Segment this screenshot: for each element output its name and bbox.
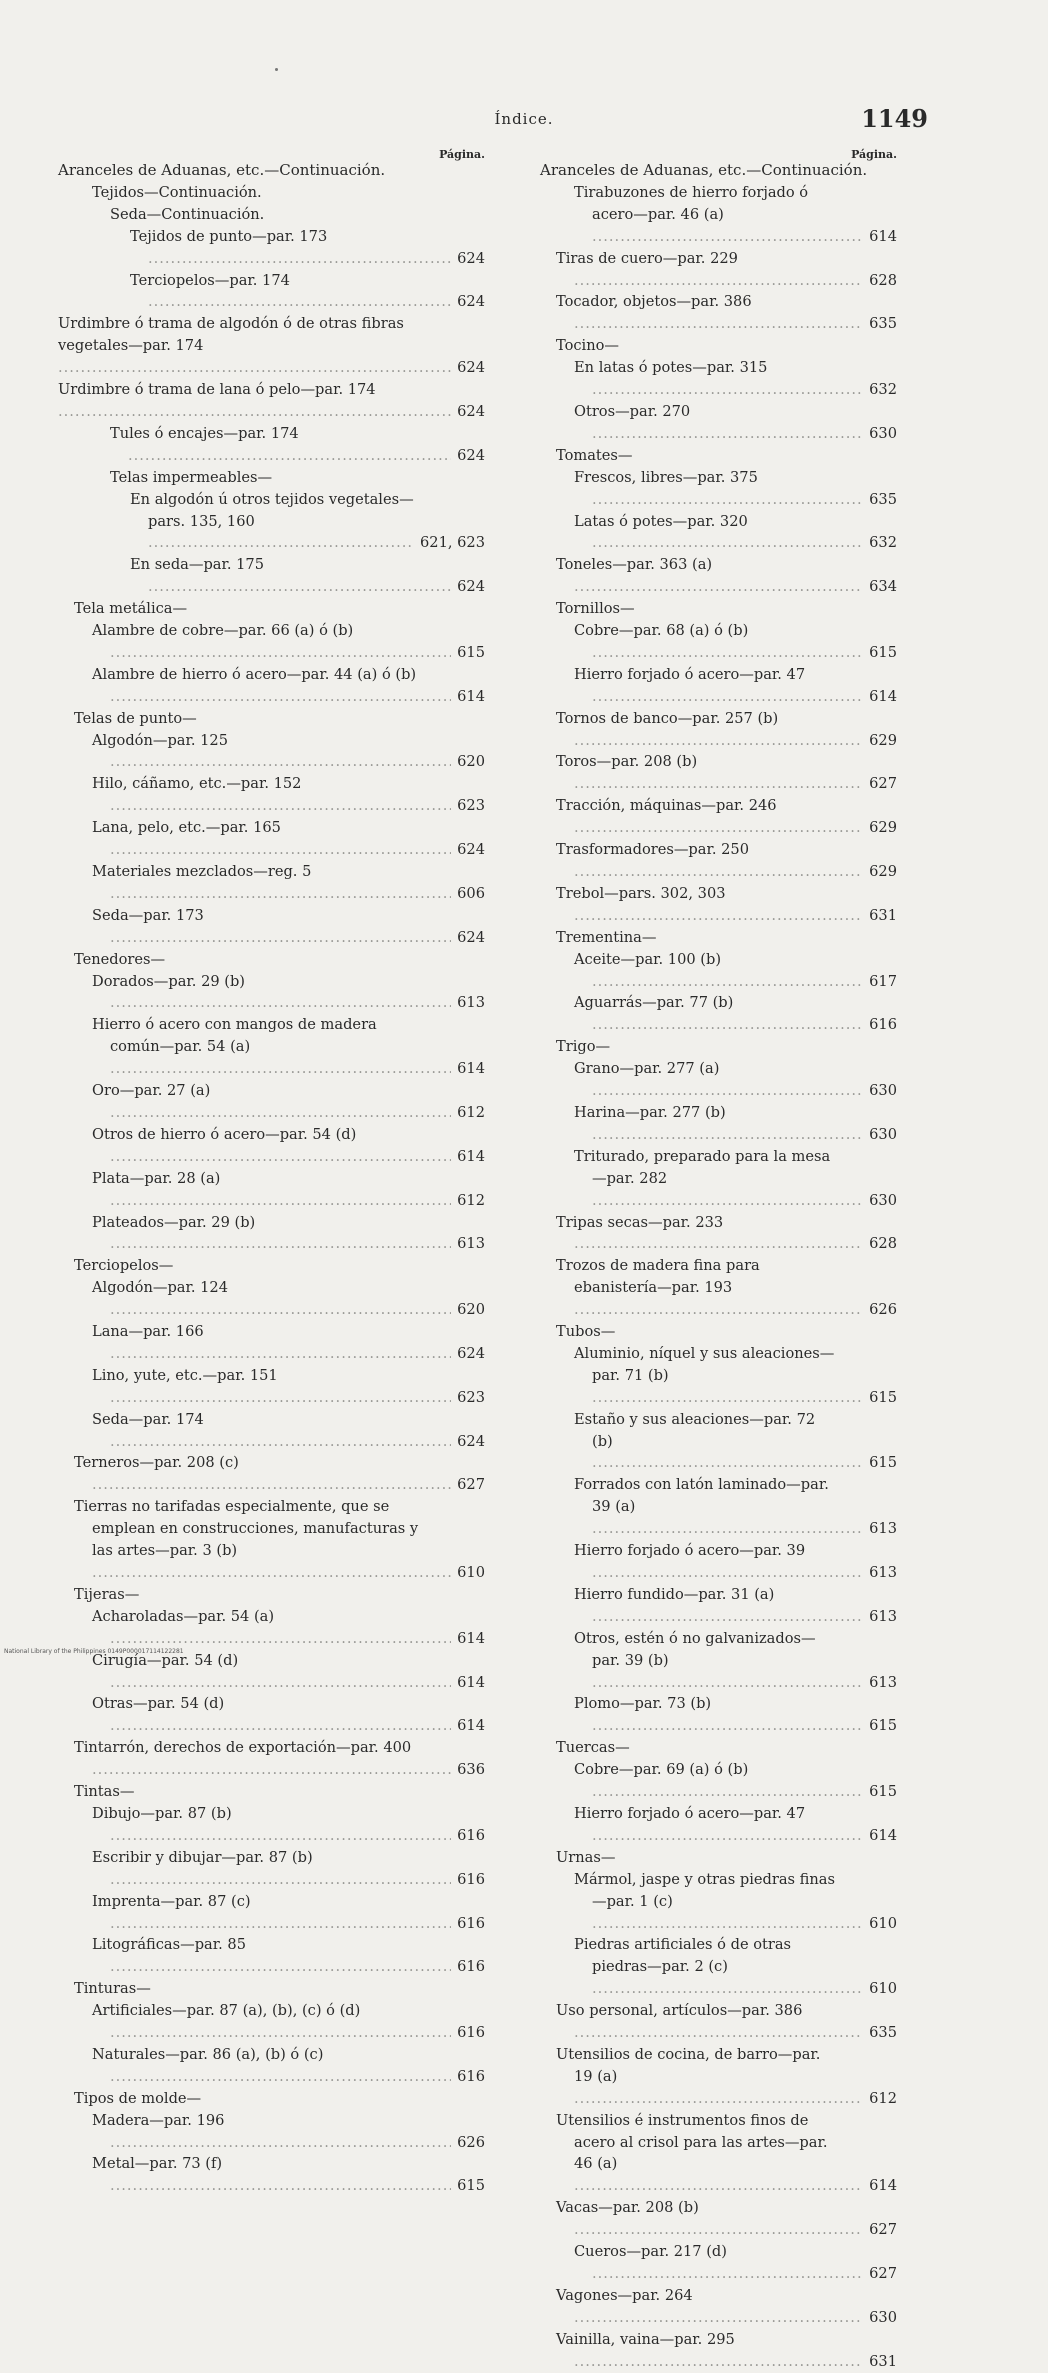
entry-text: Materiales mezclados—reg. 5 ..... [58,861,485,905]
entry-text: Tomates— [556,446,633,464]
entry-text: Toneles—par. 363 (a) ..... [540,554,897,598]
entry-text: Tuercas— [556,1739,630,1757]
entry-text: Madera—par. 196 ..... [58,2110,485,2154]
index-entry [58,270,485,314]
entry-page-number: 630 [863,1124,897,1146]
entry-text: Tocino— [556,337,620,355]
entry-page-number: 612 [863,2088,897,2110]
index-entry [58,1452,485,1496]
entry-text: Aluminio, níquel y sus aleaciones—par. 71 (b) ..... [540,1343,897,1409]
entry-page-number: 620 [451,751,485,773]
index-heading [58,708,485,730]
index-heading [540,445,897,467]
entry-page-number: 616 [451,2022,485,2044]
index-entry [540,2000,897,2044]
entry-text: Frescos, libres—par. 375 ..... [540,467,897,511]
index-column-left [58,150,485,2197]
index-entry [58,313,485,379]
entry-text: Tornillos— [556,600,635,618]
index-entry [540,1058,897,1102]
page-header [0,104,1048,144]
entry-page-number: 615 [863,642,897,664]
index-entry [58,1847,485,1891]
index-column-right [540,150,897,2373]
entry-page-number: 627 [863,2263,897,2285]
entry-page-number: 624 [451,357,485,379]
entry-text: Vacas—par. 208 (b) ..... [540,2197,897,2241]
entry-text: En seda—par. 175 ..... [58,554,485,598]
entry-page-number: 610 [863,1978,897,2000]
entry-page-number: 627 [451,1474,485,1496]
index-entry [58,1650,485,1694]
index-heading [58,204,485,226]
index-entry [540,1934,897,2000]
entry-text: Cirugía—par. 54 (d) ..... [58,1650,485,1694]
index-entry [58,2044,485,2088]
entry-text: Uso personal, artículos—par. 386 ..... [540,2000,897,2044]
entry-text: Artificiales—par. 87 (a), (b), (c) ó (d) ..... [58,2000,485,2044]
entry-text: Telas impermeables— [110,468,273,486]
index-entry [58,1321,485,1365]
entry-page-number: 629 [863,861,897,883]
index-entry [540,795,897,839]
index-entry [540,1693,897,1737]
entry-page-number: 624 [451,445,485,467]
entry-page-number: 630 [863,1080,897,1102]
entry-page-number: 615 [863,1715,897,1737]
entry-text: Trasformadores—par. 250 ..... [540,839,897,883]
index-entry [58,1496,485,1584]
index-entry [58,423,485,467]
index-heading [58,949,485,971]
index-heading [58,598,485,620]
entry-text: Otros de hierro ó acero—par. 54 (d) ..... [58,1124,485,1168]
entry-page-number: 624 [451,401,485,423]
entry-page-number: 636 [451,1759,485,1781]
entry-text: Tintarrón, derechos de exportación—par. 400 ..... [58,1737,485,1781]
index-entry [540,182,897,248]
entry-text: Imprenta—par. 87 (c) ..... [58,1891,485,1935]
entry-text: Latas ó potes—par. 320 ..... [540,511,897,555]
entry-text: Tripas secas—par. 233 ..... [540,1212,897,1256]
entry-text: Terciopelos—par. 174 ..... [58,270,485,314]
entry-page-number: 614 [451,1146,485,1168]
index-entry [58,1803,485,1847]
entry-text: Tipos de molde— [74,2089,202,2107]
index-entry [58,2153,485,2197]
source-note: National Library of the Philippines 0149P000017114122281 [4,1648,184,1655]
entry-page-number: 617 [863,971,897,993]
entry-page-number: 615 [863,1452,897,1474]
entry-list [540,182,897,2373]
index-entry [540,949,897,993]
index-entry [540,511,897,555]
index-entry [540,401,897,445]
index-entry [58,554,485,598]
index-entry [58,226,485,270]
entry-page-number: 624 [451,1431,485,1453]
entry-page-number: 615 [863,1781,897,1803]
index-entry [540,248,897,292]
entry-text: Plata—par. 28 (a) ..... [58,1168,485,1212]
index-entry [540,1212,897,1256]
index-entry [540,664,897,708]
entry-page-number: 626 [863,1299,897,1321]
entry-page-number: 616 [451,1913,485,1935]
entry-text: Toros—par. 208 (b) ..... [540,751,897,795]
entry-page-number: 630 [863,423,897,445]
index-heading [540,335,897,357]
index-entry [540,554,897,598]
index-entry [540,1255,897,1321]
index-entry [540,1584,897,1628]
entry-text: En algodón ú otros tejidos vegetales—pars. 135, 160 ..... [58,489,485,555]
entry-page-number: 635 [863,2022,897,2044]
entry-page-number: 623 [451,1387,485,1409]
index-heading [540,927,897,949]
index-entry [540,1803,897,1847]
entry-text: Seda—Continuación. [110,205,265,223]
index-entry [58,620,485,664]
entry-page-number: 614 [863,1825,897,1847]
entry-text: Tijeras— [74,1585,140,1603]
entry-page-number: 632 [863,532,897,554]
index-entry [540,1474,897,1540]
entry-text: Tocador, objetos—par. 386 ..... [540,291,897,335]
entry-page-number: 614 [863,686,897,708]
entry-text: Utensilios de cocina, de barro—par. 19 (a) ..... [540,2044,897,2110]
index-heading [58,1584,485,1606]
entry-text: Triturado, preparado para la mesa—par. 282 ..... [540,1146,897,1212]
entry-text: Aceite—par. 100 (b) ..... [540,949,897,993]
index-heading [58,182,485,204]
entry-page-number: 613 [863,1672,897,1694]
entry-text: Dorados—par. 29 (b) ..... [58,971,485,1015]
index-entry [58,905,485,949]
index-entry [58,489,485,555]
entry-page-number: 627 [863,2219,897,2241]
entry-text: Tubos— [556,1323,616,1341]
entry-page-number: 613 [451,1233,485,1255]
index-heading [540,1847,897,1869]
entry-text: Metal—par. 73 (f) ..... [58,2153,485,2197]
index-entry [540,751,897,795]
entry-text: Algodón—par. 125 ..... [58,730,485,774]
entry-page-number: 623 [451,795,485,817]
index-entry [58,2110,485,2154]
entry-page-number: 631 [863,2351,897,2373]
index-entry [540,1343,897,1409]
index-entry [58,1124,485,1168]
entry-text: Otros, estén ó no galvanizados—par. 39 (b) ..... [540,1628,897,1694]
index-heading [58,1781,485,1803]
index-entry [540,2241,897,2285]
index-entry [58,1737,485,1781]
entry-text: Tinturas— [74,1980,151,1998]
entry-text: En latas ó potes—par. 315 ..... [540,357,897,401]
entry-text: Seda—par. 174 ..... [58,1409,485,1453]
entry-page-number: 631 [863,905,897,927]
entry-text: Vainilla, vaina—par. 295 ..... [540,2329,897,2373]
entry-page-number: 624 [451,248,485,270]
entry-text: Alambre de cobre—par. 66 (a) ó (b) ..... [58,620,485,664]
index-entry [540,357,897,401]
entry-text: Hierro forjado ó acero—par. 47 ..... [540,1803,897,1847]
entry-text: Aguarrás—par. 77 (b) ..... [540,992,897,1036]
entry-text: Plomo—par. 73 (b) ..... [540,1693,897,1737]
entry-text: Telas de punto— [74,709,197,727]
entry-text: Tintas— [74,1783,135,1801]
entry-text: Harina—par. 277 (b) ..... [540,1102,897,1146]
index-entry [540,1759,897,1803]
entry-text: Escribir y dibujar—par. 87 (b) ..... [58,1847,485,1891]
entry-page-number: 616 [863,1014,897,1036]
entry-text: Utensilios é instrumentos finos de acero al crisol para las artes—par. 46 (a) ..... [540,2110,897,2198]
entry-page-number: 616 [451,1825,485,1847]
entry-page-number: 629 [863,817,897,839]
index-entry [540,992,897,1036]
entry-page-number: 614 [863,2175,897,2197]
entry-page-number: 624 [451,927,485,949]
index-heading [58,1255,485,1277]
pages-column-label: Página. [851,148,897,161]
index-entry [58,1606,485,1650]
entry-page-number: 635 [863,489,897,511]
entry-text: Trozos de madera fina para ebanistería—par. 193 ..... [540,1255,897,1321]
entry-text: Urdimbre ó trama de algodón ó de otras fibras vegetales—par. 174 ..... [58,313,485,379]
entry-text: Vagones—par. 264 ..... [540,2285,897,2329]
index-entry [58,1693,485,1737]
index-entry [58,1891,485,1935]
entry-text: Lana—par. 166 ..... [58,1321,485,1365]
entry-page-number: 620 [451,1299,485,1321]
entry-text: Hierro ó acero con mangos de madera común—par. 54 (a) ..... [58,1014,485,1080]
entry-text: Tejidos—Continuación. [92,183,262,201]
page-number: 1149 [861,104,928,133]
entry-text: Dibujo—par. 87 (b) ..... [58,1803,485,1847]
entry-text: Alambre de hierro ó acero—par. 44 (a) ó (b) ..... [58,664,485,708]
index-entry [58,773,485,817]
entry-text: Otras—par. 54 (d) ..... [58,1693,485,1737]
entry-text: Tiras de cuero—par. 229 ..... [540,248,897,292]
entry-page-number: 629 [863,730,897,752]
index-entry [540,839,897,883]
index-entry [540,1869,897,1935]
entry-page-number: 614 [451,1058,485,1080]
entry-page-number: 615 [451,642,485,664]
index-entry [540,708,897,752]
index-entry [58,1212,485,1256]
index-entry [58,1168,485,1212]
entry-text: Lino, yute, etc.—par. 151 ..... [58,1365,485,1409]
entry-text: Mármol, jaspe y otras piedras finas—par. 1 (c) ..... [540,1869,897,1935]
entry-page-number: 624 [451,291,485,313]
entry-text: Tornos de banco—par. 257 (b) ..... [540,708,897,752]
entry-page-number: 612 [451,1190,485,1212]
entry-page-number: 624 [451,839,485,861]
entry-text: Tierras no tarifadas especialmente, que se emplean en construcciones, manufacturas y las artes—par. 3 (b) ..... [58,1496,485,1584]
index-heading [58,1978,485,2000]
entry-text: Urdimbre ó trama de lana ó pelo—par. 174 ..... [58,379,485,423]
entry-page-number: 613 [863,1518,897,1540]
entry-text: Urnas— [556,1848,616,1866]
index-entry [58,1277,485,1321]
index-entry [540,291,897,335]
index-entry [58,730,485,774]
entry-page-number: 628 [863,270,897,292]
index-entry [58,817,485,861]
index-entry [540,1540,897,1584]
entry-list [58,182,485,2197]
entry-page-number: 624 [451,576,485,598]
entry-text: Grano—par. 277 (a) ..... [540,1058,897,1102]
continued-heading: Aranceles de Aduanas, etc.—Continuación. [540,161,868,179]
entry-page-number: 614 [451,1672,485,1694]
index-entry [540,2197,897,2241]
entry-text: Trebol—pars. 302, 303 ..... [540,883,897,927]
entry-page-number: 624 [451,1343,485,1365]
index-entry [58,1014,485,1080]
entry-page-number: 630 [863,1190,897,1212]
index-entry [540,620,897,664]
index-entry [58,1365,485,1409]
index-heading [540,598,897,620]
index-entry [540,1146,897,1212]
entry-text: Trigo— [556,1038,611,1056]
entry-text: Tracción, máquinas—par. 246 ..... [540,795,897,839]
entry-text: Tules ó encajes—par. 174 ..... [58,423,485,467]
index-entry [58,1409,485,1453]
index-entry [540,2285,897,2329]
index-entry [58,1080,485,1124]
running-title: Índice. [494,110,554,128]
index-entry [58,379,485,423]
pages-column-label: Página. [439,148,485,161]
entry-page-number: 610 [451,1562,485,1584]
entry-page-number: 614 [451,1715,485,1737]
print-speck [275,68,278,71]
entry-page-number: 627 [863,773,897,795]
index-heading [540,1737,897,1759]
entry-page-number: 613 [863,1606,897,1628]
entry-text: Hierro forjado ó acero—par. 39 ..... [540,1540,897,1584]
entry-page-number: 613 [451,992,485,1014]
entry-page-number: 615 [863,1387,897,1409]
entry-text: Tenedores— [74,950,166,968]
entry-page-number: 616 [451,2066,485,2088]
index-heading [58,2088,485,2110]
entry-page-number: 616 [451,1869,485,1891]
index-entry [58,2000,485,2044]
entry-page-number: 614 [451,1628,485,1650]
entry-text: Naturales—par. 86 (a), (b) ó (c) ..... [58,2044,485,2088]
entry-text: Acharoladas—par. 54 (a) ..... [58,1606,485,1650]
entry-text: Seda—par. 173 ..... [58,905,485,949]
entry-page-number: 612 [451,1102,485,1124]
entry-text: Cobre—par. 69 (a) ó (b) ..... [540,1759,897,1803]
entry-text: Tirabuzones de hierro forjado ó acero—par. 46 (a) ..... [540,182,897,248]
entry-text: Tejidos de punto—par. 173 ..... [58,226,485,270]
entry-page-number: 626 [451,2132,485,2154]
entry-text: Otros—par. 270 ..... [540,401,897,445]
entry-text: Trementina— [556,928,657,946]
entry-page-number: 630 [863,2307,897,2329]
index-entry [540,2044,897,2110]
index-heading [540,1036,897,1058]
entry-page-number: 628 [863,1233,897,1255]
entry-page-number: 635 [863,313,897,335]
entry-text: Hierro fundido—par. 31 (a) ..... [540,1584,897,1628]
entry-text: Terneros—par. 208 (c) ..... [58,1452,485,1496]
entry-text: Litográficas—par. 85 ..... [58,1934,485,1978]
entry-text: Cueros—par. 217 (d) ..... [540,2241,897,2285]
entry-text: Hilo, cáñamo, etc.—par. 152 ..... [58,773,485,817]
index-heading [540,1321,897,1343]
entry-page-number: 606 [451,883,485,905]
index-entry [540,467,897,511]
index-entry [58,664,485,708]
entry-text: Plateados—par. 29 (b) ..... [58,1212,485,1256]
entry-text: Algodón—par. 124 ..... [58,1277,485,1321]
entry-page-number: 615 [451,2175,485,2197]
entry-page-number: 632 [863,379,897,401]
entry-text: Cobre—par. 68 (a) ó (b) ..... [540,620,897,664]
entry-text: Forrados con latón laminado—par. 39 (a) ..... [540,1474,897,1540]
index-entry [540,1628,897,1694]
index-entry [540,2329,897,2373]
index-entry [540,2110,897,2198]
index-entry [58,1934,485,1978]
entry-page-number: 634 [863,576,897,598]
index-entry [540,1102,897,1146]
entry-text: Estaño y sus aleaciones—par. 72 (b) ..... [540,1409,897,1475]
index-entry [58,971,485,1015]
index-entry [58,861,485,905]
entry-page-number: 614 [451,686,485,708]
entry-page-number: 621, 623 [414,532,485,554]
entry-page-number: 616 [451,1956,485,1978]
entry-text: Hierro forjado ó acero—par. 47 ..... [540,664,897,708]
index-heading [58,467,485,489]
entry-page-number: 614 [863,226,897,248]
entry-page-number: 610 [863,1913,897,1935]
entry-text: Piedras artificiales ó de otras piedras—par. 2 (c) ..... [540,1934,897,2000]
entry-text: Terciopelos— [74,1257,174,1275]
continued-heading: Aranceles de Aduanas, etc.—Continuación. [58,161,386,179]
index-entry [540,1409,897,1475]
entry-text: Lana, pelo, etc.—par. 165 ..... [58,817,485,861]
entry-text: Tela metálica— [74,600,188,618]
entry-page-number: 613 [863,1562,897,1584]
entry-text: Oro—par. 27 (a) ..... [58,1080,485,1124]
index-entry [540,883,897,927]
